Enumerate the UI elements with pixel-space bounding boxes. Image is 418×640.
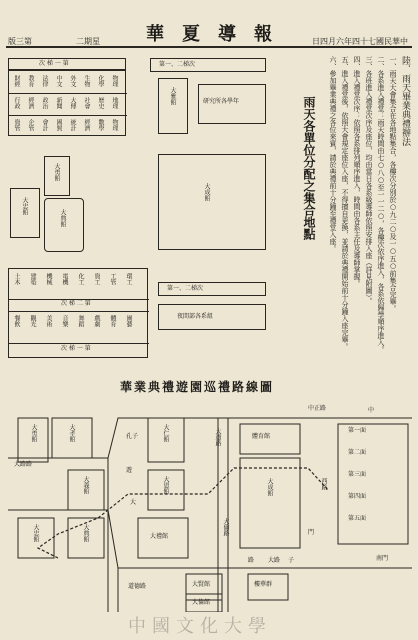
building-dacheng (158, 154, 266, 250)
route-dalun: 大倫館 (192, 599, 211, 606)
top-row-1e: 外文 (69, 75, 76, 87)
bottom-heading: 次 梯 二 第 (61, 300, 91, 307)
masthead-page: 版三第 (8, 37, 32, 46)
bottom-row-1d: 電機 (61, 273, 68, 285)
bottom-row-2b: 觀光 (29, 315, 36, 327)
bottom-grid (8, 268, 148, 358)
road-label-7: 大道路 (214, 428, 221, 446)
misc-zhong: 中 (368, 407, 375, 414)
top-row-3b: 企管 (27, 119, 34, 131)
gate-3: 第三面 (348, 471, 367, 478)
route-map (8, 398, 412, 612)
route-dacheng: 大成館 (266, 478, 273, 496)
bottom-row-2a: 餐飲 (13, 315, 20, 327)
graduate-box (198, 84, 266, 124)
top-row-1f: 生物 (83, 75, 90, 87)
misc-you: 遊 (126, 467, 133, 474)
route-title: 華業典禮遊園巡禮路線圖 (120, 380, 275, 394)
notice-paragraph-2: 二、各系進入禮堂：雨天時間由七○八○至一一二○，各樓次依序進入，各系依歸學順序進入。 (377, 56, 385, 353)
top-row-2f: 社會 (83, 97, 90, 109)
masthead (6, 18, 412, 48)
rain-plan-diagram (8, 58, 266, 378)
bottom-row-1h: 環工 (125, 273, 132, 285)
top-row-1h: 物理 (111, 75, 118, 87)
top-row-2d: 新聞 (55, 97, 62, 109)
bottom-row-1a: 土木 (13, 273, 20, 285)
top-row-2: 行政 (13, 97, 20, 109)
notice-paragraph-4: 四、進入禮堂次序：依照各系排列順序進入，時間由各系主任及導師掌握。 (353, 56, 361, 287)
bottom-row-2e: 舞蹈 (77, 315, 84, 327)
misc-kongzi: 孔子 (126, 433, 139, 440)
top-row-3c: 會計 (41, 119, 48, 131)
road-label-1: 中正路 (308, 405, 327, 412)
road-label-8: 南門 (376, 555, 389, 562)
bottom-row-2h: 園藝 (125, 315, 132, 327)
bottom-row-1c: 機械 (45, 273, 52, 285)
gate-5: 第五面 (348, 515, 367, 522)
route-daen: 大恩館 (162, 476, 169, 494)
route-daxiao: 大孝館 (68, 424, 75, 442)
road-label-6: 大路路 (14, 461, 33, 468)
building-dayi (158, 78, 188, 134)
building-dadian-label: 大典館 (59, 209, 66, 227)
building-dayong (44, 156, 70, 196)
top-row-3h: 物理 (111, 119, 118, 131)
building-dazhong-label: 大忠館 (21, 197, 28, 215)
building-dacheng-label: 大成館 (203, 183, 210, 201)
bottom-row-2g: 體育 (109, 315, 116, 327)
notice-paragraph-3: 三、各班進入禮堂次序及座位，均由當日各系級導師依照安排入座（詳見附圖）。 (365, 56, 373, 305)
notice-paragraph-1: 一、雨天大會集合在各地點集合，各樓次分別於○九二○及一○五○前集合完畢。 (389, 56, 397, 312)
top-row-1b: 教育 (27, 75, 34, 87)
right-bottom-tag-box (158, 282, 266, 296)
route-dayong: 大勇館 (30, 424, 37, 442)
gate-2: 第二面 (348, 449, 367, 456)
right-top-tag-box (150, 58, 266, 72)
route-dayi: 大義館 (82, 476, 89, 494)
graduate-label: 研究所各學年 (203, 98, 240, 105)
road-label-3: 大路 (268, 557, 281, 564)
bottom-row-2c: 美術 (45, 315, 52, 327)
top-heading-box (8, 58, 126, 70)
top-row-1c: 法律 (41, 75, 48, 87)
bottom-row-1b: 建築 (29, 273, 36, 285)
masthead-title: 華夏導報 (146, 24, 290, 45)
top-row-3f: 經濟 (83, 119, 90, 131)
top-row-1d: 中文 (55, 75, 62, 87)
right-top-tag: 第一、二梯次 (159, 61, 196, 68)
building-dazhong (10, 188, 40, 238)
route-gym: 體育館 (252, 433, 271, 440)
top-heading: 次 梯 一 第 (39, 60, 69, 67)
notice-paragraph-5: 五、進入禮堂後，依照大會規定座位入座，不得擅自更換，並請於典禮開始前十分鐘入座完畢。 (341, 56, 349, 350)
top-row-3d: 國貿 (55, 119, 62, 131)
route-dali: 大禮館 (150, 533, 169, 540)
notice-column (268, 56, 414, 376)
route-dadian: 大典館 (82, 524, 89, 542)
misc-da: 大 (130, 499, 137, 506)
misc-zi: 子 (288, 557, 295, 564)
top-row-3e: 統計 (69, 119, 76, 131)
right-bottom-tag: 第一、二梯次 (167, 285, 204, 292)
route-daren: 大仁館 (162, 424, 169, 442)
building-dayong-label: 大勇館 (53, 163, 60, 181)
misc-lu: 路 (248, 557, 255, 564)
road-label-5: 大倫路 (222, 518, 229, 536)
night-division-box (158, 304, 266, 330)
misc-men: 門 (308, 529, 315, 536)
bottom-row-2d: 音樂 (61, 315, 68, 327)
notice-title: 陸．雨天畢業典禮辦法 (400, 56, 410, 146)
top-row-2g: 歷史 (97, 97, 104, 109)
top-row-2c: 政治 (41, 97, 48, 109)
bottom-row-1g: 工管 (109, 273, 116, 285)
top-row-2e: 大傳 (69, 97, 76, 109)
bottom-row-1e: 化工 (77, 273, 84, 285)
masthead-date: 日四月六年四十七國民華中 (312, 37, 408, 46)
gate-4: 第四面 (348, 493, 367, 500)
building-dayi-label: 大雅館 (169, 87, 176, 105)
bottom-heading-2: 次 梯 一 第 (61, 345, 91, 352)
route-dazhong: 大忠館 (32, 524, 39, 542)
road-label-4: 道德路 (128, 583, 147, 590)
building-dadian (44, 198, 84, 252)
night-division-label: 夜間部各系組 (177, 313, 214, 320)
top-row-1g: 化學 (97, 75, 104, 87)
rain-title: 雨天各單位分配之集合地點 (302, 96, 316, 240)
notice-paragraph-6: 六、參加畢業典禮之各位來賓，請於典禮前十分鐘至禮堂入座。 (329, 56, 337, 252)
building-dacheng-rect (240, 458, 300, 548)
route-daxian: 大賢館 (192, 581, 211, 588)
bottom-row-1f: 資工 (93, 273, 100, 285)
top-row-2h: 地理 (111, 97, 118, 109)
gate-block-rect (338, 424, 408, 544)
bottom-row-2f: 戲劇 (93, 315, 100, 327)
top-row-3: 資管 (13, 119, 20, 131)
top-row-3g: 數學 (97, 119, 104, 131)
gate-1: 第一面 (348, 427, 367, 434)
top-grid (8, 70, 126, 136)
top-row-2b: 經濟 (27, 97, 34, 109)
footer-watermark: 中國文化大學 (128, 616, 272, 637)
top-row-1: 財經 (13, 75, 20, 87)
masthead-issue: 二期星 (76, 37, 100, 46)
route-huaqun: 樓華群 (254, 581, 273, 588)
road-label-2: 西路 (320, 478, 327, 490)
